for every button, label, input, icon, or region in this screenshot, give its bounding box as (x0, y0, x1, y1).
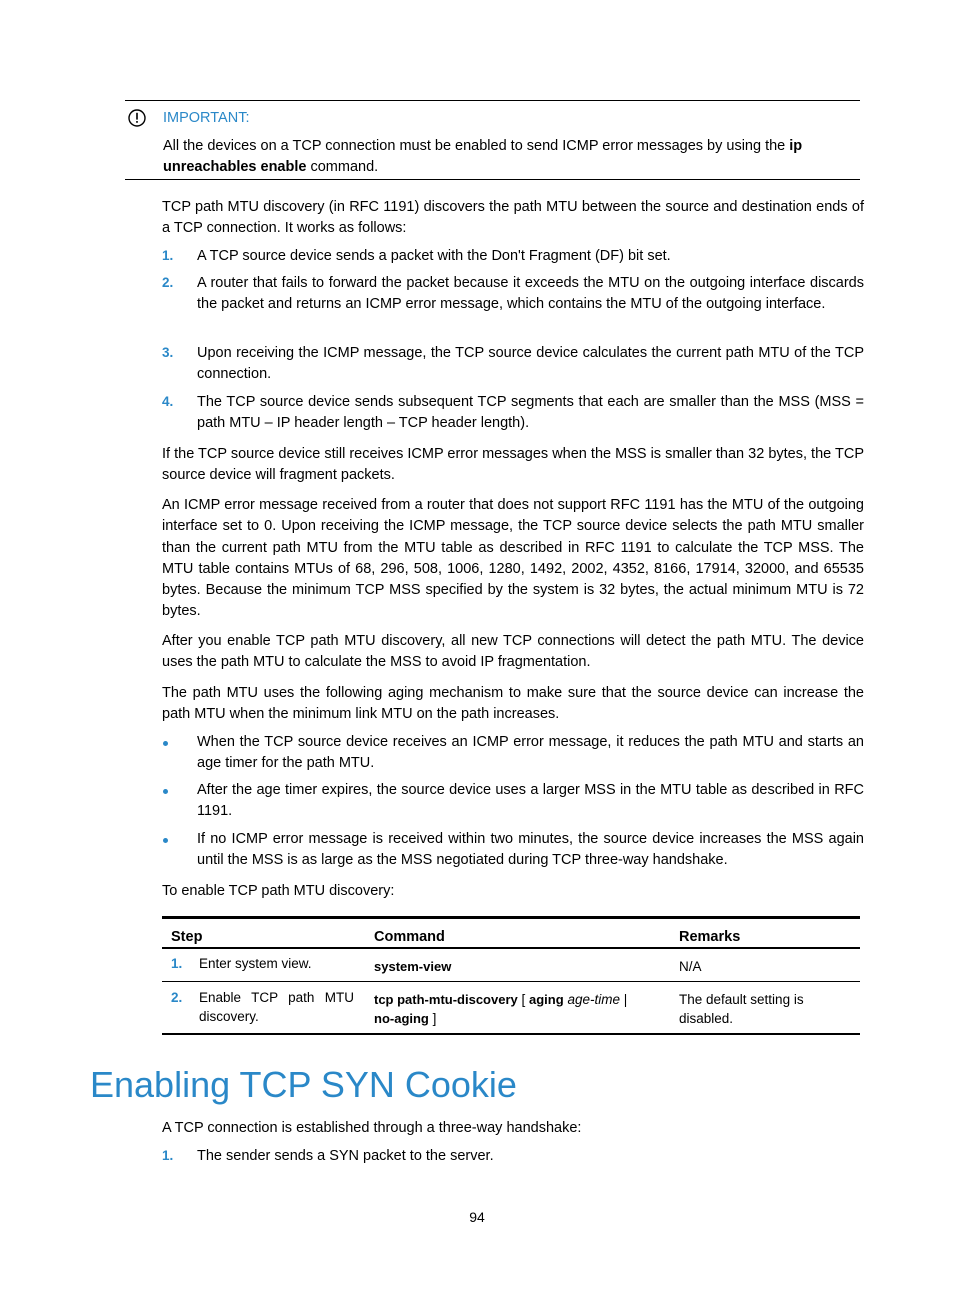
warning-icon (128, 109, 146, 127)
aging-paragraph: The path MTU uses the following aging mechanism to make sure that the source device can increase the path MTU when the minimum link MTU on the path increases. (162, 685, 864, 723)
intro-paragraph: TCP path MTU discovery (in RFC 1191) discovers the path MTU between the source and destination ends of a TCP connection. It works as follows: (162, 199, 864, 237)
command-cell: system-view (365, 948, 670, 982)
page-number: 94 (469, 1209, 485, 1225)
bullet-dot (163, 741, 168, 746)
step-cell: 1. Enter system view. (162, 948, 365, 982)
list-item: The TCP source device sends subsequent TCP segments that each are smaller than the MSS (MSS = path MTU – IP header length – TCP header length). (197, 394, 864, 432)
important-callout (125, 100, 860, 180)
header-remarks: Remarks (670, 918, 860, 949)
syn-intro: A TCP connection is established through a three-way handshake: (162, 1120, 582, 1136)
bullet-item: If no ICMP error message is received within two minutes, the source device increases the MSS again until the MSS is as large as the MSS negotiated during TCP three-way handshake. (197, 831, 864, 869)
fragment-paragraph: If the TCP source device still receives ICMP error messages when the MSS is smaller than 32 bytes, the TCP source device will fragment packets. (162, 446, 864, 484)
steps-table (162, 916, 860, 1035)
bullet-item: When the TCP source device receives an ICMP error message, it reduces the path MTU and starts an age timer for the path MTU. (197, 734, 864, 772)
list-number: 2. (162, 275, 174, 290)
to-enable-text: To enable TCP path MTU discovery: (162, 883, 395, 899)
important-label: IMPORTANT: (163, 110, 250, 126)
header-command: Command (365, 918, 670, 949)
bullet-item: After the age timer expires, the source device uses a larger MSS in the MTU table as described in RFC 1191. (197, 782, 864, 820)
command-cell: tcp path-mtu-discovery [ aging age-time | no-aging ] (374, 992, 628, 1026)
important-text: All the devices on a TCP connection must be enabled to send ICMP error messages by using the ip unreachables enable command. (163, 138, 803, 175)
rfc-paragraph: An ICMP error message received from a router that does not support RFC 1191 has the MTU of the outgoing interface set to 0. Upon receiving the ICMP message, the TCP source device selects the path MTU smaller than the current path MTU from the MTU table as described in RFC 1191 to calculate the TCP MSS. The MTU table contains MTUs of 68, 296, 508, 1006, 1280, 1492, 2002, 4352, 8166, 17914, 32000, and 65535 bytes. Because the minimum TCP MSS specified by the system is 32 bytes, the actual minimum MTU is 72 bytes. (162, 497, 864, 620)
list-number: 4. (162, 394, 174, 409)
step-cell: 2. Enable TCP path MTU discovery. (171, 990, 354, 1024)
list-item: A TCP source device sends a packet with the Don't Fragment (DF) bit set. (197, 248, 671, 264)
table-row (162, 982, 860, 1035)
table-header-row (162, 918, 860, 949)
list-number: 3. (162, 345, 174, 360)
bullet-dot (163, 838, 168, 843)
list-number: 1. (162, 1148, 174, 1163)
remarks-cell: The default setting is disabled. (679, 992, 804, 1026)
bullet-dot (163, 789, 168, 794)
list-item: Upon receiving the ICMP message, the TCP source device calculates the current path MTU of the TCP connection. (197, 345, 864, 383)
table-row (162, 948, 860, 982)
list-item: A router that fails to forward the packet because it exceeds the MTU on the outgoing interface discards the packet and returns an ICMP error message, which contains the MTU of the outgoing interface. (197, 275, 864, 313)
list-item: The sender sends a SYN packet to the server. (197, 1148, 494, 1164)
section-heading: Enabling TCP SYN Cookie (90, 1064, 517, 1105)
header-step: Step (162, 918, 365, 949)
enable-paragraph: After you enable TCP path MTU discovery, all new TCP connections will detect the path MTU. The device uses the path MTU to calculate the MSS to avoid IP fragmentation. (162, 633, 864, 671)
important-command: ip unreachables enable (163, 138, 803, 175)
list-number: 1. (162, 248, 174, 263)
remarks-cell: N/A (670, 948, 860, 982)
